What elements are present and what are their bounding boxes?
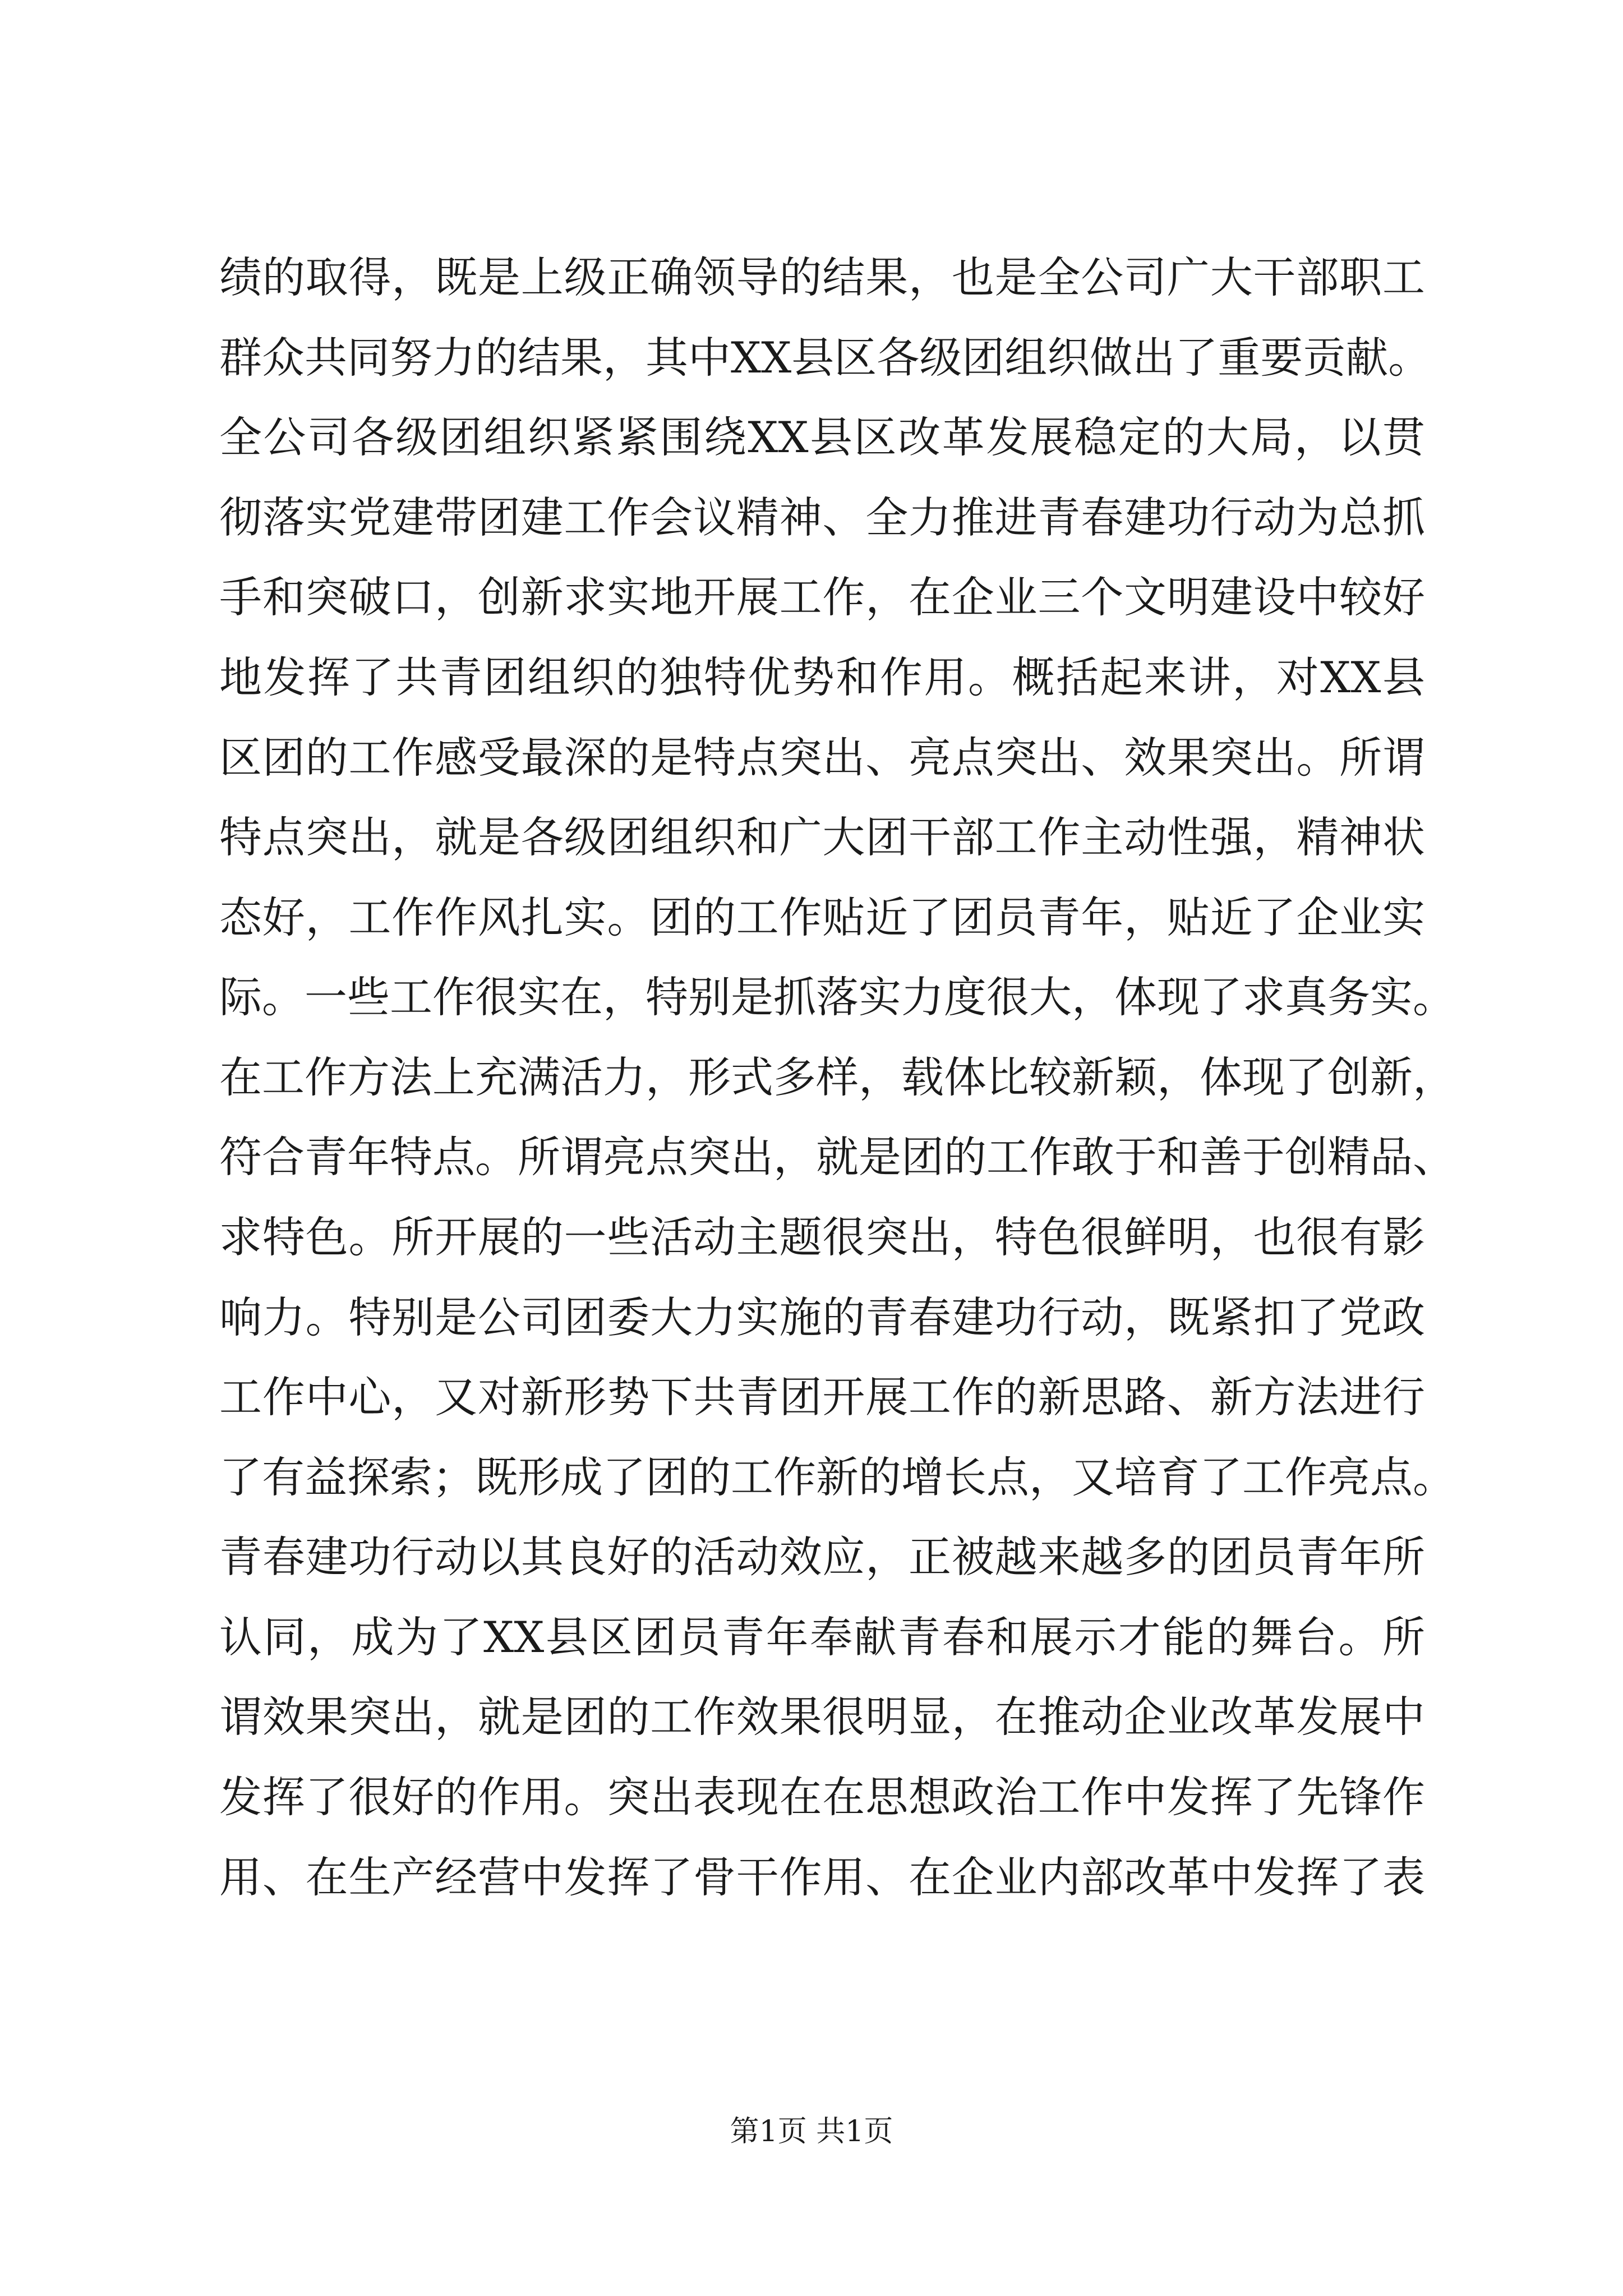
text-line: 绩的取得，既是上级正确领导的结果，也是全公司广大干部职工: [219, 252, 1425, 302]
text-line: 响力。特别是公司团委大力实施的青春建功行动，既紧扣了党政: [219, 1292, 1425, 1342]
text-line: 态好，工作作风扎实。团的工作贴近了团员青年，贴近了企业实: [219, 892, 1425, 942]
text-line: 了有益探索；既形成了团的工作新的增长点，又培育了工作亮点。: [219, 1452, 1455, 1502]
text-line: 发挥了很好的作用。突出表现在在思想政治工作中发挥了先锋作: [219, 1772, 1425, 1822]
text-line: 符合青年特点。所谓亮点突出，就是团的工作敢于和善于创精品、: [219, 1132, 1455, 1182]
text-line: 在工作方法上充满活力，形式多样，载体比较新颖，体现了创新，: [219, 1052, 1455, 1102]
text-line: 际。一些工作很实在，特别是抓落实力度很大，体现了求真务实。: [219, 972, 1455, 1022]
text-line: 特点突出，就是各级团组织和广大团干部工作主动性强，精神状: [219, 812, 1425, 862]
text-line: 谓效果突出，就是团的工作效果很明显，在推动企业改革发展中: [219, 1692, 1425, 1742]
text-line: 全公司各级团组织紧紧围绕XX县区改革发展稳定的大局，以贯: [219, 412, 1425, 462]
text-line: 区团的工作感受最深的是特点突出、亮点突出、效果突出。所谓: [219, 733, 1425, 783]
text-line: 工作中心，又对新形势下共青团开展工作的新思路、新方法进行: [219, 1372, 1425, 1422]
text-line: 彻落实党建带团建工作会议精神、全力推进青春建功行动为总抓: [219, 493, 1425, 542]
page-number-footer: 第1页 共1页: [730, 2115, 893, 2148]
text-line: 用、在生产经营中发挥了骨干作用、在企业内部改革中发挥了表: [219, 1852, 1425, 1902]
text-line: 地发挥了共青团组织的独特优势和作用。概括起来讲，对XX县: [219, 652, 1425, 702]
text-line: 认同，成为了XX县区团员青年奉献青春和展示才能的舞台。所: [219, 1612, 1425, 1662]
text-line: 手和突破口，创新求实地开展工作，在企业三个文明建设中较好: [219, 572, 1425, 622]
text-line: 求特色。所开展的一些活动主题很突出，特色很鲜明，也很有影: [219, 1212, 1425, 1262]
text-line: 青春建功行动以其良好的活动效应，正被越来越多的团员青年所: [219, 1532, 1425, 1582]
text-line: 群众共同努力的结果，其中XX县区各级团组织做出了重要贡献。: [219, 333, 1431, 383]
